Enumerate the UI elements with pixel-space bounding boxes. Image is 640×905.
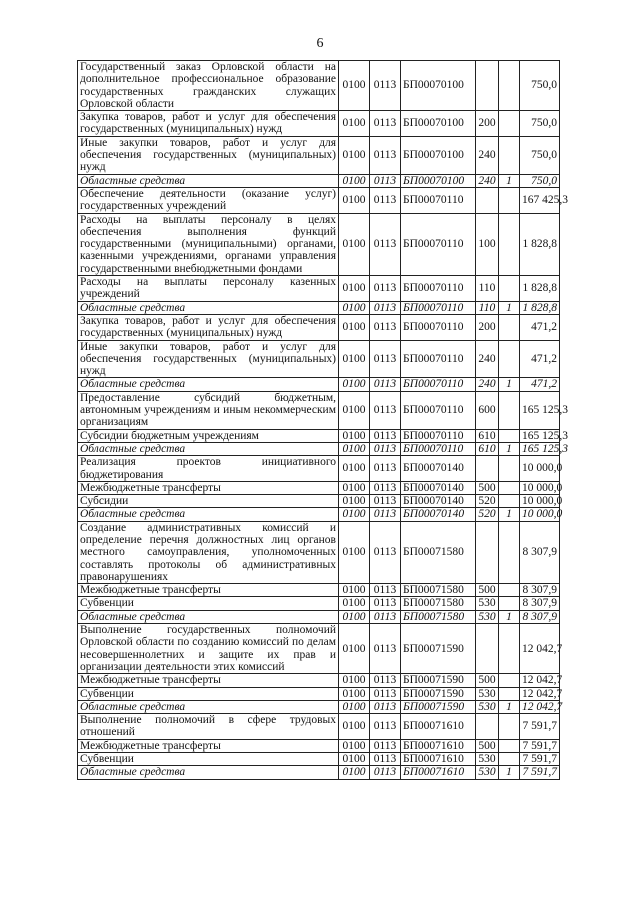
subsection-code-cell: 0113 (370, 766, 401, 779)
amount-cell: 750,0 (520, 61, 560, 111)
target-article-cell: БП00070110 (401, 276, 476, 302)
target-article-cell: БП00070140 (401, 508, 476, 521)
target-article-cell: БП00070100 (401, 136, 476, 174)
table-row (78, 610, 560, 623)
target-article-cell: БП00070110 (401, 442, 476, 455)
section-code-cell: 0100 (339, 187, 370, 213)
section-code-cell: 0100 (339, 174, 370, 187)
amount-cell: 7 591,7 (520, 739, 560, 752)
subsection-code-cell: 0113 (370, 213, 401, 275)
section-code-cell: 0100 (339, 700, 370, 713)
row-name-cell: Областные средства (78, 508, 339, 521)
expense-type-cell: 200 (476, 111, 499, 137)
target-article-cell: БП00071610 (401, 739, 476, 752)
table-row (78, 340, 560, 378)
expense-type-cell: 530 (476, 766, 499, 779)
target-article-cell: БП00071590 (401, 674, 476, 687)
section-code-cell: 0100 (339, 378, 370, 391)
expense-type-cell: 520 (476, 508, 499, 521)
table-row (78, 584, 560, 597)
expense-type-cell: 500 (476, 739, 499, 752)
subsection-code-cell: 0113 (370, 429, 401, 442)
row-name-cell: Областные средства (78, 700, 339, 713)
amount-cell: 12 042,7 (520, 687, 560, 700)
table-row (78, 61, 560, 111)
funding-source-cell (499, 429, 520, 442)
target-article-cell: БП00071580 (401, 521, 476, 583)
table-row (78, 174, 560, 187)
target-article-cell: БП00070110 (401, 340, 476, 378)
row-name-cell: Субсидии (78, 495, 339, 508)
funding-source-cell: 1 (499, 378, 520, 391)
expense-type-cell: 530 (476, 610, 499, 623)
subsection-code-cell: 0113 (370, 687, 401, 700)
table-row (78, 739, 560, 752)
row-name-cell: Областные средства (78, 442, 339, 455)
row-name-cell: Государственный заказ Орловской области на дополнительное профессиональное образование государственных гражданских служащих Орловской области (78, 61, 339, 111)
row-name-cell: Расходы на выплаты персоналу казенных учреждений (78, 276, 339, 302)
table-row (78, 624, 560, 674)
target-article-cell: БП00071610 (401, 766, 476, 779)
subsection-code-cell: 0113 (370, 174, 401, 187)
expense-type-cell (476, 714, 499, 740)
target-article-cell: БП00070140 (401, 456, 476, 482)
row-name-cell: Иные закупки товаров, работ и услуг для обеспечения государственных (муниципальных) нужд (78, 340, 339, 378)
section-code-cell: 0100 (339, 391, 370, 429)
amount-cell: 8 307,9 (520, 521, 560, 583)
amount-cell: 12 042,7 (520, 700, 560, 713)
funding-source-cell (499, 61, 520, 111)
amount-cell: 750,0 (520, 111, 560, 137)
subsection-code-cell: 0113 (370, 508, 401, 521)
funding-source-cell: 1 (499, 442, 520, 455)
amount-cell: 7 591,7 (520, 766, 560, 779)
expense-type-cell: 500 (476, 674, 499, 687)
target-article-cell: БП00071590 (401, 624, 476, 674)
table-row (78, 766, 560, 779)
amount-cell: 167 425,3 (520, 187, 560, 213)
funding-source-cell (499, 340, 520, 378)
section-code-cell: 0100 (339, 674, 370, 687)
amount-cell: 10 000,0 (520, 481, 560, 494)
expense-type-cell (476, 61, 499, 111)
page-number: 6 (316, 36, 324, 51)
amount-cell: 12 042,7 (520, 674, 560, 687)
table-row (78, 687, 560, 700)
section-code-cell: 0100 (339, 753, 370, 766)
table-row (78, 213, 560, 275)
section-code-cell: 0100 (339, 456, 370, 482)
row-name-cell: Субвенции (78, 597, 339, 610)
funding-source-cell (499, 111, 520, 137)
expense-type-cell: 200 (476, 314, 499, 340)
funding-source-cell (499, 674, 520, 687)
subsection-code-cell: 0113 (370, 340, 401, 378)
row-name-cell: Закупка товаров, работ и услуг для обеспечения государственных (муниципальных) нужд (78, 111, 339, 137)
table-row (78, 481, 560, 494)
section-code-cell: 0100 (339, 429, 370, 442)
subsection-code-cell: 0113 (370, 276, 401, 302)
amount-cell: 1 828,8 (520, 276, 560, 302)
expense-type-cell: 610 (476, 442, 499, 455)
subsection-code-cell: 0113 (370, 391, 401, 429)
subsection-code-cell: 0113 (370, 481, 401, 494)
row-name-cell: Обеспечение деятельности (оказание услуг) государственных учреждений (78, 187, 339, 213)
row-name-cell: Областные средства (78, 378, 339, 391)
section-code-cell: 0100 (339, 714, 370, 740)
row-name-cell: Предоставление субсидий бюджетным, автономным учреждениям и иным некоммерческим организациям (78, 391, 339, 429)
section-code-cell: 0100 (339, 584, 370, 597)
row-name-cell: Реализация проектов инициативного бюджетирования (78, 456, 339, 482)
funding-source-cell (499, 597, 520, 610)
table-body (78, 61, 568, 780)
row-name-cell: Закупка товаров, работ и услуг для обеспечения государственных (муниципальных) нужд (78, 314, 339, 340)
subsection-code-cell: 0113 (370, 136, 401, 174)
amount-cell: 10 000,0 (520, 456, 560, 482)
target-article-cell: БП00070100 (401, 174, 476, 187)
table-row (78, 391, 560, 429)
funding-source-cell (499, 187, 520, 213)
row-name-cell: Межбюджетные трансферты (78, 584, 339, 597)
section-code-cell: 0100 (339, 276, 370, 302)
subsection-code-cell: 0113 (370, 301, 401, 314)
subsection-code-cell: 0113 (370, 610, 401, 623)
expense-type-cell: 530 (476, 753, 499, 766)
subsection-code-cell: 0113 (370, 187, 401, 213)
expense-type-cell: 500 (476, 584, 499, 597)
expense-type-cell: 110 (476, 276, 499, 302)
target-article-cell: БП00070110 (401, 301, 476, 314)
subsection-code-cell: 0113 (370, 456, 401, 482)
expense-type-cell: 500 (476, 481, 499, 494)
funding-source-cell (499, 521, 520, 583)
amount-cell: 750,0 (520, 136, 560, 174)
subsection-code-cell: 0113 (370, 624, 401, 674)
subsection-code-cell: 0113 (370, 61, 401, 111)
subsection-code-cell: 0113 (370, 521, 401, 583)
funding-source-cell: 1 (499, 610, 520, 623)
expense-type-cell: 240 (476, 340, 499, 378)
section-code-cell: 0100 (339, 136, 370, 174)
section-code-cell: 0100 (339, 340, 370, 378)
target-article-cell: БП00071580 (401, 597, 476, 610)
funding-source-cell (499, 753, 520, 766)
expense-type-cell (476, 624, 499, 674)
table-row (78, 378, 560, 391)
amount-cell: 165 125,3 (520, 442, 560, 455)
funding-source-cell: 1 (499, 301, 520, 314)
section-code-cell: 0100 (339, 610, 370, 623)
funding-source-cell (499, 136, 520, 174)
expense-type-cell: 100 (476, 213, 499, 275)
subsection-code-cell: 0113 (370, 739, 401, 752)
table-row (78, 111, 560, 137)
table-row (78, 753, 560, 766)
row-name-cell: Межбюджетные трансферты (78, 481, 339, 494)
funding-source-cell (499, 481, 520, 494)
table-row (78, 429, 560, 442)
target-article-cell: БП00071590 (401, 700, 476, 713)
target-article-cell: БП00070140 (401, 481, 476, 494)
amount-cell: 471,2 (520, 340, 560, 378)
row-name-cell: Иные закупки товаров, работ и услуг для обеспечения государственных (муниципальных) нужд (78, 136, 339, 174)
row-name-cell: Межбюджетные трансферты (78, 674, 339, 687)
row-name-cell: Расходы на выплаты персоналу в целях обеспечения выполнения функций государственными (муниципальными) органами, казенными учреждениями, органами управления государственными внебюджетными фондами (78, 213, 339, 275)
table-row (78, 674, 560, 687)
subsection-code-cell: 0113 (370, 753, 401, 766)
funding-source-cell: 1 (499, 766, 520, 779)
funding-source-cell (499, 314, 520, 340)
budget-table (77, 60, 568, 780)
amount-cell: 12 042,7 (520, 624, 560, 674)
target-article-cell: БП00070100 (401, 61, 476, 111)
section-code-cell: 0100 (339, 766, 370, 779)
expense-type-cell: 530 (476, 687, 499, 700)
section-code-cell: 0100 (339, 739, 370, 752)
funding-source-cell (499, 213, 520, 275)
section-code-cell: 0100 (339, 314, 370, 340)
target-article-cell: БП00070100 (401, 111, 476, 137)
row-name-cell: Областные средства (78, 301, 339, 314)
expense-type-cell: 600 (476, 391, 499, 429)
section-code-cell: 0100 (339, 301, 370, 314)
subsection-code-cell: 0113 (370, 442, 401, 455)
amount-cell: 471,2 (520, 314, 560, 340)
row-name-cell: Субвенции (78, 753, 339, 766)
amount-cell: 165 125,3 (520, 429, 560, 442)
expense-type-cell (476, 456, 499, 482)
section-code-cell: 0100 (339, 481, 370, 494)
subsection-code-cell: 0113 (370, 674, 401, 687)
row-name-cell: Выполнение полномочий в сфере трудовых отношений (78, 714, 339, 740)
funding-source-cell (499, 495, 520, 508)
target-article-cell: БП00070110 (401, 391, 476, 429)
table-row (78, 597, 560, 610)
subsection-code-cell: 0113 (370, 378, 401, 391)
funding-source-cell (499, 687, 520, 700)
funding-source-cell (499, 276, 520, 302)
subsection-code-cell: 0113 (370, 111, 401, 137)
subsection-code-cell: 0113 (370, 584, 401, 597)
expense-type-cell: 240 (476, 378, 499, 391)
target-article-cell: БП00070110 (401, 187, 476, 213)
table-row (78, 314, 560, 340)
row-name-cell: Субвенции (78, 687, 339, 700)
section-code-cell: 0100 (339, 495, 370, 508)
amount-cell: 7 591,7 (520, 753, 560, 766)
amount-cell: 7 591,7 (520, 714, 560, 740)
target-article-cell: БП00070110 (401, 213, 476, 275)
amount-cell: 1 828,8 (520, 213, 560, 275)
table-row (78, 714, 560, 740)
amount-cell: 750,0 (520, 174, 560, 187)
table-row (78, 495, 560, 508)
expense-type-cell: 520 (476, 495, 499, 508)
section-code-cell: 0100 (339, 597, 370, 610)
funding-source-cell (499, 624, 520, 674)
target-article-cell: БП00070110 (401, 314, 476, 340)
target-article-cell: БП00071610 (401, 753, 476, 766)
amount-cell: 8 307,9 (520, 584, 560, 597)
funding-source-cell (499, 456, 520, 482)
expense-type-cell (476, 187, 499, 213)
subsection-code-cell: 0113 (370, 597, 401, 610)
target-article-cell: БП00071580 (401, 584, 476, 597)
section-code-cell: 0100 (339, 213, 370, 275)
funding-source-cell (499, 739, 520, 752)
amount-cell: 8 307,9 (520, 610, 560, 623)
row-name-cell: Выполнение государственных полномочий Орловской области по созданию комиссий по делам несовершеннолетних и защите их прав и организации деятельности этих комиссий (78, 624, 339, 674)
target-article-cell: БП00070110 (401, 378, 476, 391)
row-name-cell: Областные средства (78, 174, 339, 187)
expense-type-cell: 530 (476, 700, 499, 713)
expense-type-cell: 110 (476, 301, 499, 314)
amount-cell: 10 000,0 (520, 495, 560, 508)
funding-source-cell: 1 (499, 700, 520, 713)
table-row (78, 521, 560, 583)
funding-source-cell (499, 391, 520, 429)
target-article-cell: БП00070110 (401, 429, 476, 442)
expense-type-cell: 240 (476, 174, 499, 187)
row-name-cell: Областные средства (78, 610, 339, 623)
table-row (78, 301, 560, 314)
table-row (78, 187, 560, 213)
row-name-cell: Создание административных комиссий и определение перечня должностных лиц органов местного самоуправления, уполномоченных составлять протоколы об административных правонарушениях (78, 521, 339, 583)
subsection-code-cell: 0113 (370, 314, 401, 340)
section-code-cell: 0100 (339, 624, 370, 674)
table-row (78, 442, 560, 455)
expense-type-cell (476, 521, 499, 583)
target-article-cell: БП00071610 (401, 714, 476, 740)
funding-source-cell (499, 584, 520, 597)
funding-source-cell: 1 (499, 508, 520, 521)
funding-source-cell: 1 (499, 174, 520, 187)
table-row (78, 456, 560, 482)
amount-cell: 471,2 (520, 378, 560, 391)
section-code-cell: 0100 (339, 508, 370, 521)
row-name-cell: Межбюджетные трансферты (78, 739, 339, 752)
target-article-cell: БП00070140 (401, 495, 476, 508)
row-name-cell: Областные средства (78, 766, 339, 779)
amount-cell: 1 828,8 (520, 301, 560, 314)
table-row (78, 136, 560, 174)
table-row (78, 508, 560, 521)
subsection-code-cell: 0113 (370, 495, 401, 508)
row-name-cell: Субсидии бюджетным учреждениям (78, 429, 339, 442)
amount-cell: 10 000,0 (520, 508, 560, 521)
section-code-cell: 0100 (339, 61, 370, 111)
table-row (78, 700, 560, 713)
table-row (78, 276, 560, 302)
section-code-cell: 0100 (339, 687, 370, 700)
section-code-cell: 0100 (339, 521, 370, 583)
target-article-cell: БП00071580 (401, 610, 476, 623)
expense-type-cell: 530 (476, 597, 499, 610)
funding-source-cell (499, 714, 520, 740)
amount-cell: 8 307,9 (520, 597, 560, 610)
subsection-code-cell: 0113 (370, 700, 401, 713)
amount-cell: 165 125,3 (520, 391, 560, 429)
section-code-cell: 0100 (339, 442, 370, 455)
expense-type-cell: 240 (476, 136, 499, 174)
target-article-cell: БП00071590 (401, 687, 476, 700)
expense-type-cell: 610 (476, 429, 499, 442)
section-code-cell: 0100 (339, 111, 370, 137)
subsection-code-cell: 0113 (370, 714, 401, 740)
